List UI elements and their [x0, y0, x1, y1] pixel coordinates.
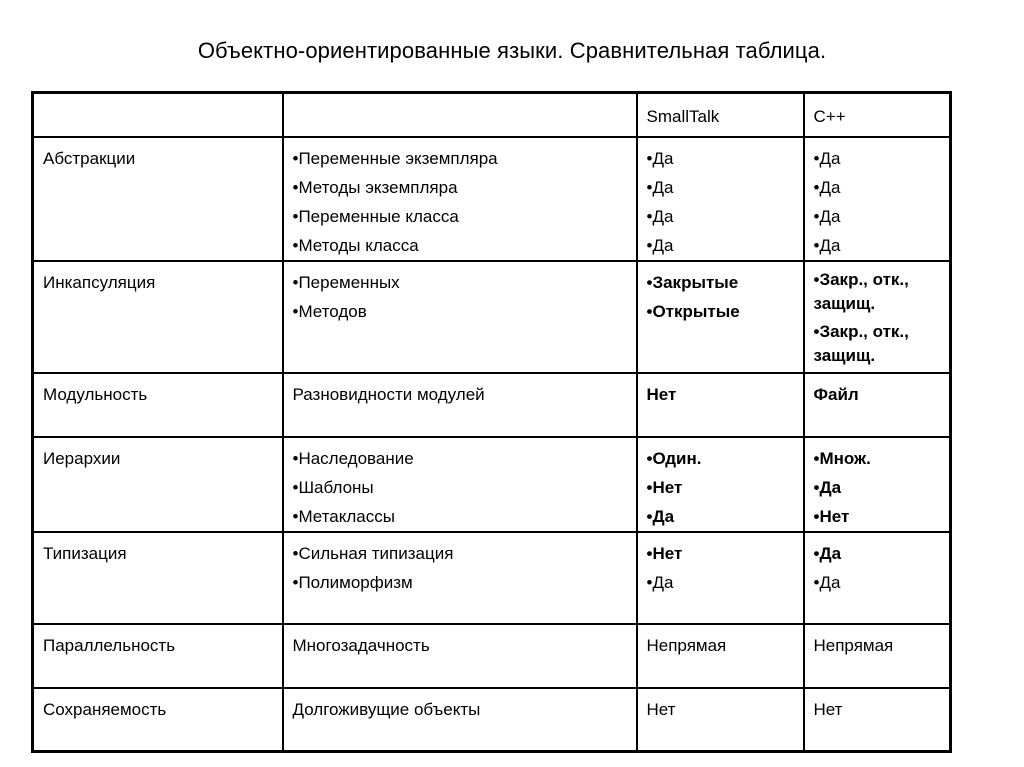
cpp-cell [804, 137, 951, 261]
aspect-item: Долгоживущие объекты [292, 699, 481, 719]
cpp-cell [804, 437, 951, 532]
smalltalk-value: •Нет [646, 543, 683, 563]
cpp-cell [804, 373, 951, 437]
table-row [33, 532, 951, 624]
aspect-item: •Метаклассы [292, 506, 395, 526]
table-row [33, 624, 951, 688]
cpp-value: •Да [813, 235, 841, 255]
smalltalk-cell [637, 532, 804, 624]
aspect-item: •Сильная типизация [292, 543, 454, 563]
aspect-item: Разновидности модулей [292, 384, 485, 404]
smalltalk-value: •Да [646, 572, 674, 592]
feature-label: Типизация [43, 543, 127, 563]
header-smalltalk: SmallTalk [637, 93, 804, 137]
cpp-value: Нет [813, 699, 843, 719]
smalltalk-value: •Открытые [646, 301, 740, 321]
header-row [33, 93, 951, 137]
aspect-item: •Переменные экземпляра [292, 148, 498, 168]
header-aspect [283, 93, 637, 137]
cpp-value: Непрямая [813, 635, 894, 655]
smalltalk-value: Нет [646, 384, 677, 404]
feature-label: Параллельность [43, 635, 176, 655]
smalltalk-cell [637, 688, 804, 752]
cpp-value: Файл [813, 384, 859, 404]
smalltalk-value: •Закрытые [646, 272, 739, 292]
smalltalk-value: •Да [646, 506, 675, 526]
cpp-cell [804, 532, 951, 624]
feature-label: Иерархии [43, 448, 121, 468]
table-row [33, 437, 951, 532]
aspect-item: •Переменные класса [292, 206, 459, 226]
smalltalk-cell [637, 624, 804, 688]
smalltalk-value: Непрямая [646, 635, 727, 655]
table-row [33, 373, 951, 437]
cpp-value: •Да [813, 206, 841, 226]
feature-label: Сохраняемость [43, 699, 167, 719]
smalltalk-value: •Один. [646, 448, 702, 468]
feature-cell [33, 373, 283, 437]
feature-label: Модульность [43, 384, 148, 404]
aspect-item: •Методы класса [292, 235, 419, 255]
aspect-cell [283, 261, 637, 373]
smalltalk-value: •Да [646, 177, 674, 197]
smalltalk-value: •Да [646, 148, 674, 168]
feature-cell [33, 437, 283, 532]
header-cpp: C++ [804, 93, 951, 137]
smalltalk-cell [637, 373, 804, 437]
cpp-value: •Да [813, 477, 842, 497]
feature-cell [33, 624, 283, 688]
cpp-value: •Закр., отк., защищ. [813, 321, 909, 365]
aspect-item: •Наследование [292, 448, 414, 468]
table-row [33, 688, 951, 752]
aspect-item: •Переменных [292, 272, 400, 292]
aspect-item: •Шаблоны [292, 477, 374, 497]
smalltalk-value: Нет [646, 699, 676, 719]
feature-cell [33, 137, 283, 261]
aspect-cell [283, 137, 637, 261]
page-title: Объектно-ориентированные языки. Сравнительная таблица. [197, 38, 827, 63]
feature-cell [33, 532, 283, 624]
cpp-value: •Нет [813, 506, 850, 526]
smalltalk-cell [637, 261, 804, 373]
aspect-cell [283, 532, 637, 624]
smalltalk-value: •Да [646, 235, 674, 255]
smalltalk-value: •Да [646, 206, 674, 226]
cpp-value: •Да [813, 543, 842, 563]
aspect-item: •Полиморфизм [292, 572, 413, 592]
cpp-cell [804, 688, 951, 752]
smalltalk-cell [637, 137, 804, 261]
aspect-item: Многозадачность [292, 635, 430, 655]
smalltalk-value: •Нет [646, 477, 683, 497]
cpp-value: •Да [813, 572, 841, 592]
cpp-value: •Да [813, 177, 841, 197]
cpp-value: •Множ. [813, 448, 871, 468]
table-row [33, 261, 951, 373]
aspect-cell [283, 437, 637, 532]
cpp-cell [804, 261, 951, 373]
feature-label: Инкапсуляция [43, 272, 156, 292]
smalltalk-cell [637, 437, 804, 532]
aspect-cell [283, 624, 637, 688]
table-row [33, 137, 951, 261]
aspect-item: •Методов [292, 301, 367, 321]
cpp-cell [804, 624, 951, 688]
feature-cell [33, 261, 283, 373]
cpp-value: •Да [813, 148, 841, 168]
aspect-item: •Методы экземпляра [292, 177, 458, 197]
aspect-cell [283, 373, 637, 437]
header-feature [33, 93, 283, 137]
feature-cell [33, 688, 283, 752]
feature-label: Абстракции [43, 148, 136, 168]
cpp-value: •Закр., отк., защищ. [813, 269, 909, 313]
aspect-cell [283, 688, 637, 752]
comparison-table [31, 91, 952, 753]
